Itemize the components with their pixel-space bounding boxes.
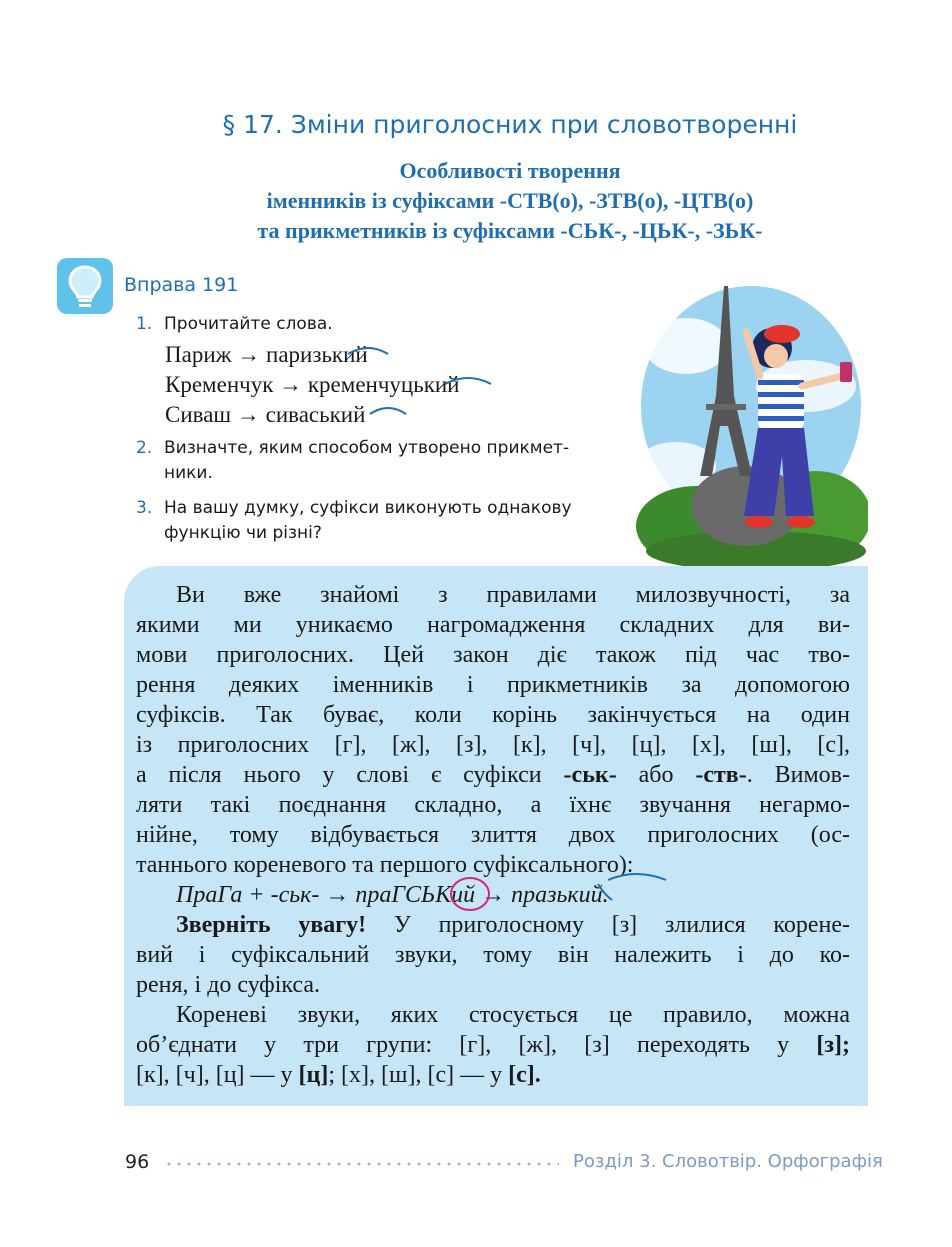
suffix-arc bbox=[348, 348, 388, 354]
rule-text: або bbox=[616, 762, 696, 788]
arrow-icon: → bbox=[481, 882, 506, 908]
rule-line: реня, і до суфікса. bbox=[136, 972, 321, 998]
task-number: 3. bbox=[136, 498, 153, 518]
girl-eiffel-tower-illustration bbox=[636, 276, 868, 566]
footer-section-title: Розділ 3. Словотвір. Орфографія bbox=[573, 1151, 883, 1172]
rule-line bbox=[136, 1030, 850, 1060]
rule-line bbox=[136, 1060, 850, 1090]
task-3 bbox=[136, 496, 604, 546]
root-arc bbox=[598, 884, 612, 900]
task-text: Прочитайте слова. bbox=[164, 314, 333, 334]
suffix-arc bbox=[608, 874, 666, 880]
task-1 bbox=[136, 312, 604, 337]
arrow-icon: → bbox=[237, 342, 261, 367]
rule-line: Ви вже знайомі з правилами милозвучності, за bbox=[176, 582, 850, 608]
rule-line: якими ми уникаємо нагромадження складних для ви- bbox=[136, 612, 850, 638]
rule-line: із приголосних [г], [ж], [з], [к], [ч], [ц], [х], [ш], [с], bbox=[136, 732, 850, 758]
arrow-icon: → bbox=[325, 882, 350, 908]
example-part: празький. bbox=[505, 882, 609, 908]
attention-line bbox=[136, 910, 850, 940]
section-title: § 17. Зміни приголосних при словотворенні bbox=[222, 110, 798, 139]
arrow-icon: → bbox=[279, 372, 303, 397]
suffix-arc bbox=[445, 378, 491, 384]
example-part: ПраГа + -ськ- bbox=[176, 882, 326, 908]
base-word: Париж bbox=[165, 342, 232, 367]
subtitle-line-3: та прикметників із суфіксами -СЬК-, -ЦЬК-, -ЗЬК- bbox=[257, 218, 763, 243]
suffix-arc bbox=[370, 408, 406, 414]
suffix-term: -ськ- bbox=[563, 762, 617, 788]
task-number: 2. bbox=[136, 438, 153, 458]
footer-dots bbox=[164, 1162, 559, 1166]
example-part: праГСЬКий bbox=[349, 882, 482, 908]
rule-text: об’єднати у три групи: [г], [ж], [з] переходять у bbox=[136, 1032, 817, 1058]
sound-term: [с]. bbox=[508, 1062, 541, 1088]
subtitle-line-2: іменників із суфіксами -СТВ(о), -ЗТВ(о), -ЦТВ(о) bbox=[266, 188, 754, 213]
merge-circle bbox=[451, 878, 489, 910]
lightbulb-icon bbox=[57, 258, 113, 314]
rule-line: таннього кореневого та першого суфіксального): bbox=[136, 852, 634, 878]
attention-label: Зверніть увагу! bbox=[176, 912, 367, 938]
rule-line: нійне, тому відбувається злиття двох приголосних (ос- bbox=[136, 822, 850, 848]
base-word: Кременчук bbox=[165, 372, 274, 397]
rule-line: рення деяких іменників і прикметників за допомогою bbox=[136, 672, 850, 698]
sound-term: [ц] bbox=[298, 1062, 329, 1088]
task-text: функцію чи різні? bbox=[164, 523, 322, 543]
rule-line: суфіксів. Так буває, коли корінь закінчується на один bbox=[136, 702, 850, 728]
rule-text: . Вимов- bbox=[746, 762, 851, 788]
derived-word: кременчуцький bbox=[307, 372, 460, 397]
exercise-title: Вправа 191 bbox=[124, 274, 239, 296]
rule-line: ляти такі поєднання складно, а їхнє звучання негармо- bbox=[136, 792, 850, 818]
rule-line bbox=[136, 760, 850, 790]
rule-text: У приголосному [з] злилися корене- bbox=[366, 912, 850, 938]
suffix-marks bbox=[150, 338, 570, 428]
rule-text: [к], [ч], [ц] — у bbox=[136, 1062, 299, 1088]
task-text: ники. bbox=[164, 463, 213, 483]
rule-line: вий і суфіксальний звуки, тому він належить і до ко- bbox=[136, 942, 850, 968]
rule-line: Кореневі звуки, яких стосується це правило, можна bbox=[176, 1002, 850, 1028]
derived-word: паризький bbox=[266, 342, 368, 367]
rule-text: а після нього у слові є суфікси bbox=[136, 762, 564, 788]
arrow-icon: → bbox=[236, 402, 260, 427]
task-number: 1. bbox=[136, 314, 153, 334]
base-word: Сиваш bbox=[165, 402, 232, 427]
rule-text: ; [х], [ш], [с] — у bbox=[328, 1062, 509, 1088]
task-text: На вашу думку, суфікси виконують однакову bbox=[164, 498, 572, 518]
task-2 bbox=[136, 436, 604, 486]
subtitle-line-1: Особливості творення bbox=[399, 158, 621, 183]
page-number: 96 bbox=[125, 1151, 150, 1173]
task-text: Визначте, яким способом утворено прикмет- bbox=[164, 438, 570, 458]
rule-line: мови приголосних. Цей закон діє також під час тво- bbox=[136, 642, 850, 668]
derived-word: сиваський bbox=[265, 402, 366, 427]
sound-term: [з]; bbox=[816, 1032, 850, 1058]
suffix-term: -ств- bbox=[695, 762, 747, 788]
